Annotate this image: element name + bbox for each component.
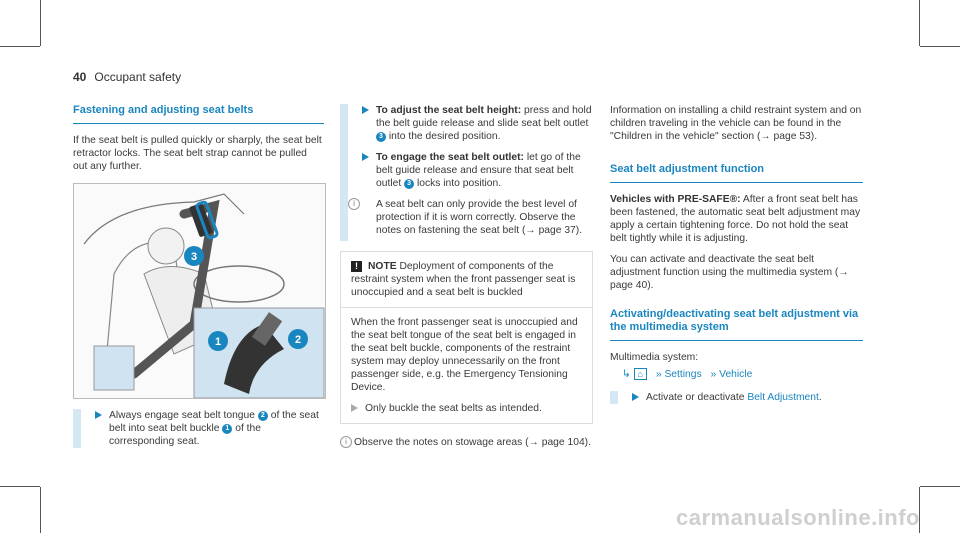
note-title: Deployment of components of the restraint system when the front passenger seat is unoccupied and a seat belt is buckled (351, 261, 576, 298)
callout-1: 1 (214, 336, 222, 348)
presafe-text: After a front seat belt has been fastened, the automatic seat belt adjustment may apply a certain tightening force. Do not hold the seat belt tightly while it is adjusting. (610, 194, 861, 244)
crop-mark (920, 46, 960, 47)
step-title-height: To adjust the seat belt height: (376, 105, 522, 116)
seatbelt-illustration (74, 184, 325, 398)
column-3 (610, 104, 863, 404)
note-box (340, 251, 593, 424)
chevron-icon: » (710, 369, 717, 380)
section-title: Occupant safety (94, 70, 182, 84)
step-arrow-icon (351, 404, 358, 412)
badge-3: 3 (376, 132, 386, 142)
crop-mark (40, 487, 41, 533)
note-step: Only buckle the seat belts as intended. (365, 403, 542, 414)
crop-mark (920, 486, 960, 487)
column-1 (73, 104, 324, 448)
badge-3: 3 (404, 179, 414, 189)
crop-mark (40, 0, 41, 46)
belt-adjustment-link[interactable]: Belt Adjustment (747, 392, 819, 403)
callout-2: 2 (294, 334, 302, 346)
menu-settings[interactable]: Settings (664, 369, 702, 380)
seatbelt-figure (73, 183, 326, 399)
step-engage-tongue: Always engage seat belt tongue 2 of the seat belt into seat belt buckle 1 of the corresponding seat. (73, 409, 324, 448)
info-text-protection: A seat belt can only provide the best level of protection if it is worn correctly. Observe the notes on fastening the seat belt (→ page 37). (376, 199, 583, 236)
activate-text: You can activate and deactivate the seat belt adjustment function using the multimedia system (→ page 40). (610, 254, 849, 291)
step-arrow-icon (362, 106, 369, 114)
menu-vehicle[interactable]: Vehicle (719, 369, 753, 380)
home-icon[interactable]: ⌂ (634, 368, 647, 380)
callout-3: 3 (190, 251, 198, 263)
step-arrow-icon (362, 153, 369, 161)
badge-2: 2 (258, 411, 268, 421)
child-restraint-info: Information on installing a child restraint system and on children traveling in the vehicle can be found in the "Children in the vehicle" section (→ page 53). (610, 105, 862, 142)
crop-mark (0, 486, 40, 487)
column-2 (340, 104, 593, 449)
heading-adjustment-function: Seat belt adjustment function (610, 163, 863, 183)
heading-activating: Activating/deactivating seat belt adjustment via the multimedia system (610, 308, 863, 341)
step-belt-adjustment: Activate or deactivate Belt Adjustment. (610, 391, 863, 404)
info-icon: i (348, 198, 360, 210)
step-arrow-icon (95, 411, 102, 419)
multimedia-label: Multimedia system: (610, 352, 699, 363)
steps-adjust: To adjust the seat belt height: press and hold the belt guide release and slide seat belt outlet 3 into the desired position. To engage the seat belt outlet: let go of the belt guide release and ensure that seat belt outlet 3 locks into position. i A seat belt can only provide the best level of protection if it is worn correctly. Observe the notes on fastening the seat belt (→ page 37). (340, 104, 593, 241)
note-body: When the front passenger seat is unoccupied and the seat belt tongue of the seat belt is engaged in the seat belt buckle, components of the restraint system may deploy unnecessarily on the front passenger side, e.g. the Emergency Tensioning Device. (351, 317, 578, 393)
warning-icon: ! (351, 261, 362, 272)
crop-mark (919, 0, 920, 46)
menu-path (610, 368, 863, 381)
presafe-title: Vehicles with PRE-SAFE®: (610, 194, 741, 205)
info-text-stowage: Observe the notes on stowage areas (→ page 104). (354, 437, 591, 448)
page-number: 40 (73, 70, 87, 84)
step-arrow-icon (632, 393, 639, 401)
return-arrow-icon: ↳ (622, 369, 631, 380)
note-label: NOTE (368, 261, 397, 272)
badge-1: 1 (222, 424, 232, 434)
info-icon: i (340, 436, 352, 448)
page-header (73, 70, 181, 84)
crop-mark (0, 46, 40, 47)
intro-text: If the seat belt is pulled quickly or sharply, the seat belt retractor locks. The seat belt strap cannot be pulled out any further. (73, 135, 322, 172)
watermark: carmanualsonline.info (676, 505, 920, 530)
heading-fastening: Fastening and adjusting seat belts (73, 104, 324, 124)
step-title-outlet: To engage the seat belt outlet: (376, 152, 524, 163)
chevron-icon: » (655, 369, 662, 380)
